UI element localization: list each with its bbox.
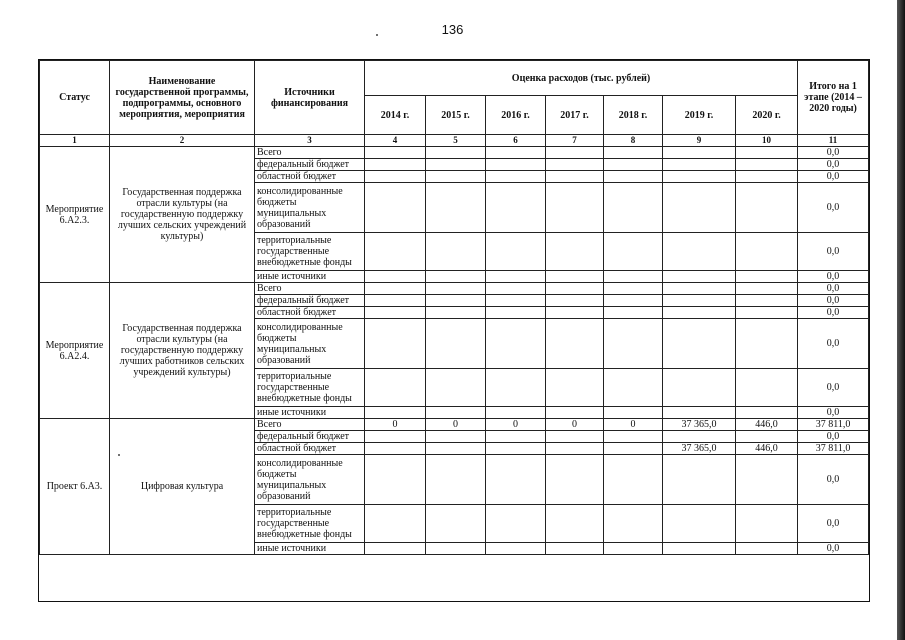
- budget-table-frame: [38, 59, 870, 602]
- total-cell: 0,0: [798, 171, 869, 183]
- value-cell: [604, 407, 663, 419]
- value-cell: [426, 159, 486, 171]
- value-cell: [486, 233, 546, 271]
- header-name: Наименование государственной программы, подпрограммы, основного мероприятия, мероприятия: [110, 61, 255, 135]
- total-cell: 0,0: [798, 159, 869, 171]
- value-cell: [736, 183, 798, 233]
- value-cell: [546, 171, 604, 183]
- value-cell: [365, 407, 426, 419]
- total-cell: 0,0: [798, 233, 869, 271]
- value-cell: [365, 505, 426, 543]
- source-cell: Всего: [255, 283, 365, 295]
- value-cell: [604, 319, 663, 369]
- budget-table: [39, 60, 869, 555]
- source-cell: иные источники: [255, 271, 365, 283]
- value-cell: [486, 295, 546, 307]
- value-cell: [546, 307, 604, 319]
- scan-speck: [376, 34, 378, 36]
- value-cell: [546, 183, 604, 233]
- status-cell: Мероприятие 6.А2.3.: [40, 147, 110, 283]
- value-cell: [486, 505, 546, 543]
- total-cell: 0,0: [798, 147, 869, 159]
- value-cell: [663, 283, 736, 295]
- value-cell: [736, 233, 798, 271]
- value-cell: [365, 147, 426, 159]
- total-cell: 0,0: [798, 543, 869, 555]
- value-cell: [604, 183, 663, 233]
- value-cell: [365, 455, 426, 505]
- value-cell: [736, 283, 798, 295]
- value-cell: [736, 171, 798, 183]
- value-cell: [604, 295, 663, 307]
- value-cell: [663, 159, 736, 171]
- column-number: 8: [604, 135, 663, 147]
- value-cell: [736, 319, 798, 369]
- scan-speck: [118, 454, 120, 456]
- value-cell: 37 365,0: [663, 419, 736, 431]
- value-cell: [604, 543, 663, 555]
- column-number: 3: [255, 135, 365, 147]
- value-cell: [486, 183, 546, 233]
- value-cell: [426, 271, 486, 283]
- source-cell: территориальные государственные внебюджетные фонды: [255, 505, 365, 543]
- table-row: [40, 419, 869, 431]
- value-cell: [736, 407, 798, 419]
- value-cell: [365, 183, 426, 233]
- value-cell: [546, 431, 604, 443]
- header-status: Статус: [40, 61, 110, 135]
- value-cell: [546, 407, 604, 419]
- value-cell: 0: [365, 419, 426, 431]
- header-year: 2018 г.: [604, 96, 663, 135]
- source-cell: консолидированные бюджеты муниципальных образований: [255, 319, 365, 369]
- value-cell: [365, 319, 426, 369]
- value-cell: [736, 159, 798, 171]
- value-cell: [663, 505, 736, 543]
- value-cell: 0: [604, 419, 663, 431]
- value-cell: [663, 233, 736, 271]
- total-cell: 37 811,0: [798, 443, 869, 455]
- value-cell: [604, 431, 663, 443]
- value-cell: [663, 295, 736, 307]
- value-cell: [486, 271, 546, 283]
- total-cell: 0,0: [798, 407, 869, 419]
- value-cell: [365, 307, 426, 319]
- source-cell: областной бюджет: [255, 171, 365, 183]
- total-cell: 0,0: [798, 307, 869, 319]
- header-year: 2020 г.: [736, 96, 798, 135]
- header-estimate: Оценка расходов (тыс. рублей): [365, 61, 798, 96]
- value-cell: [546, 455, 604, 505]
- value-cell: [663, 319, 736, 369]
- value-cell: [736, 455, 798, 505]
- value-cell: [365, 431, 426, 443]
- value-cell: [426, 233, 486, 271]
- value-cell: [426, 505, 486, 543]
- value-cell: [365, 233, 426, 271]
- column-number: 6: [486, 135, 546, 147]
- table-row: [40, 147, 869, 159]
- value-cell: [736, 369, 798, 407]
- column-number: 9: [663, 135, 736, 147]
- header-year: 2019 г.: [663, 96, 736, 135]
- header-sources: Источники финансирования: [255, 61, 365, 135]
- value-cell: [604, 159, 663, 171]
- column-number: 10: [736, 135, 798, 147]
- value-cell: [486, 307, 546, 319]
- value-cell: [486, 431, 546, 443]
- header-year: 2016 г.: [486, 96, 546, 135]
- value-cell: [365, 543, 426, 555]
- value-cell: [546, 543, 604, 555]
- value-cell: [365, 271, 426, 283]
- value-cell: 446,0: [736, 443, 798, 455]
- value-cell: [663, 455, 736, 505]
- value-cell: [546, 505, 604, 543]
- value-cell: [426, 431, 486, 443]
- value-cell: [663, 147, 736, 159]
- value-cell: [426, 369, 486, 407]
- name-cell: Государственная поддержка отрасли культуры (на государственную поддержку лучших сельских учреждений культуры): [110, 147, 255, 283]
- value-cell: [663, 431, 736, 443]
- value-cell: [604, 443, 663, 455]
- value-cell: [426, 307, 486, 319]
- value-cell: [736, 147, 798, 159]
- value-cell: [546, 283, 604, 295]
- source-cell: федеральный бюджет: [255, 159, 365, 171]
- value-cell: [604, 505, 663, 543]
- total-cell: 0,0: [798, 505, 869, 543]
- value-cell: [736, 505, 798, 543]
- source-cell: консолидированные бюджеты муниципальных образований: [255, 183, 365, 233]
- value-cell: 0: [426, 419, 486, 431]
- value-cell: [426, 183, 486, 233]
- header-total: Итого на 1 этапе (2014 – 2020 годы): [798, 61, 869, 135]
- value-cell: [486, 159, 546, 171]
- total-cell: 0,0: [798, 295, 869, 307]
- value-cell: [736, 307, 798, 319]
- value-cell: [426, 543, 486, 555]
- value-cell: [546, 319, 604, 369]
- value-cell: 446,0: [736, 419, 798, 431]
- table-row: [40, 283, 869, 295]
- value-cell: [486, 543, 546, 555]
- budget-table-body: [40, 147, 869, 555]
- value-cell: [546, 443, 604, 455]
- name-cell: Цифровая культура: [110, 419, 255, 555]
- value-cell: [546, 295, 604, 307]
- value-cell: [426, 283, 486, 295]
- value-cell: [486, 455, 546, 505]
- total-cell: 37 811,0: [798, 419, 869, 431]
- value-cell: [365, 159, 426, 171]
- status-cell: Проект 6.А3.: [40, 419, 110, 555]
- value-cell: [546, 159, 604, 171]
- value-cell: [426, 455, 486, 505]
- value-cell: [546, 147, 604, 159]
- value-cell: [663, 271, 736, 283]
- value-cell: [426, 443, 486, 455]
- value-cell: [546, 233, 604, 271]
- header-row-top: [40, 61, 869, 96]
- header-year: 2017 г.: [546, 96, 604, 135]
- value-cell: [736, 431, 798, 443]
- column-number: 11: [798, 135, 869, 147]
- value-cell: [663, 543, 736, 555]
- source-cell: федеральный бюджет: [255, 295, 365, 307]
- source-cell: Всего: [255, 419, 365, 431]
- value-cell: [663, 307, 736, 319]
- value-cell: [426, 319, 486, 369]
- source-cell: территориальные государственные внебюджетные фонды: [255, 369, 365, 407]
- value-cell: [546, 271, 604, 283]
- total-cell: 0,0: [798, 183, 869, 233]
- value-cell: [736, 295, 798, 307]
- header-year: 2015 г.: [426, 96, 486, 135]
- value-cell: [426, 171, 486, 183]
- value-cell: [365, 171, 426, 183]
- value-cell: [546, 369, 604, 407]
- value-cell: [486, 443, 546, 455]
- total-cell: 0,0: [798, 455, 869, 505]
- column-number: 1: [40, 135, 110, 147]
- source-cell: консолидированные бюджеты муниципальных образований: [255, 455, 365, 505]
- column-number: 4: [365, 135, 426, 147]
- source-cell: Всего: [255, 147, 365, 159]
- value-cell: [486, 369, 546, 407]
- name-cell: Государственная поддержка отрасли культуры (на государственную поддержку лучших работников сельских учреждений культуры): [110, 283, 255, 419]
- page-number: 136: [441, 22, 464, 37]
- value-cell: [426, 295, 486, 307]
- total-cell: 0,0: [798, 431, 869, 443]
- total-cell: 0,0: [798, 369, 869, 407]
- total-cell: 0,0: [798, 319, 869, 369]
- value-cell: [486, 171, 546, 183]
- value-cell: [486, 283, 546, 295]
- value-cell: [365, 283, 426, 295]
- value-cell: [663, 171, 736, 183]
- value-cell: [604, 307, 663, 319]
- value-cell: [486, 407, 546, 419]
- status-cell: Мероприятие 6.А2.4.: [40, 283, 110, 419]
- total-cell: 0,0: [798, 271, 869, 283]
- value-cell: [604, 271, 663, 283]
- source-cell: территориальные государственные внебюджетные фонды: [255, 233, 365, 271]
- value-cell: 37 365,0: [663, 443, 736, 455]
- value-cell: [663, 407, 736, 419]
- value-cell: [426, 407, 486, 419]
- source-cell: иные источники: [255, 407, 365, 419]
- value-cell: [604, 233, 663, 271]
- value-cell: [426, 147, 486, 159]
- source-cell: иные источники: [255, 543, 365, 555]
- value-cell: [365, 295, 426, 307]
- scan-edge: [897, 0, 905, 640]
- value-cell: [604, 283, 663, 295]
- value-cell: [604, 455, 663, 505]
- value-cell: [604, 369, 663, 407]
- value-cell: [365, 369, 426, 407]
- source-cell: областной бюджет: [255, 307, 365, 319]
- value-cell: [736, 543, 798, 555]
- value-cell: 0: [546, 419, 604, 431]
- column-number-row: [40, 135, 869, 147]
- header-year: 2014 г.: [365, 96, 426, 135]
- value-cell: [663, 183, 736, 233]
- column-number: 2: [110, 135, 255, 147]
- column-number: 5: [426, 135, 486, 147]
- total-cell: 0,0: [798, 283, 869, 295]
- value-cell: [604, 147, 663, 159]
- value-cell: 0: [486, 419, 546, 431]
- value-cell: [736, 271, 798, 283]
- value-cell: [486, 319, 546, 369]
- column-number: 7: [546, 135, 604, 147]
- value-cell: [663, 369, 736, 407]
- source-cell: федеральный бюджет: [255, 431, 365, 443]
- source-cell: областной бюджет: [255, 443, 365, 455]
- value-cell: [604, 171, 663, 183]
- value-cell: [486, 147, 546, 159]
- value-cell: [365, 443, 426, 455]
